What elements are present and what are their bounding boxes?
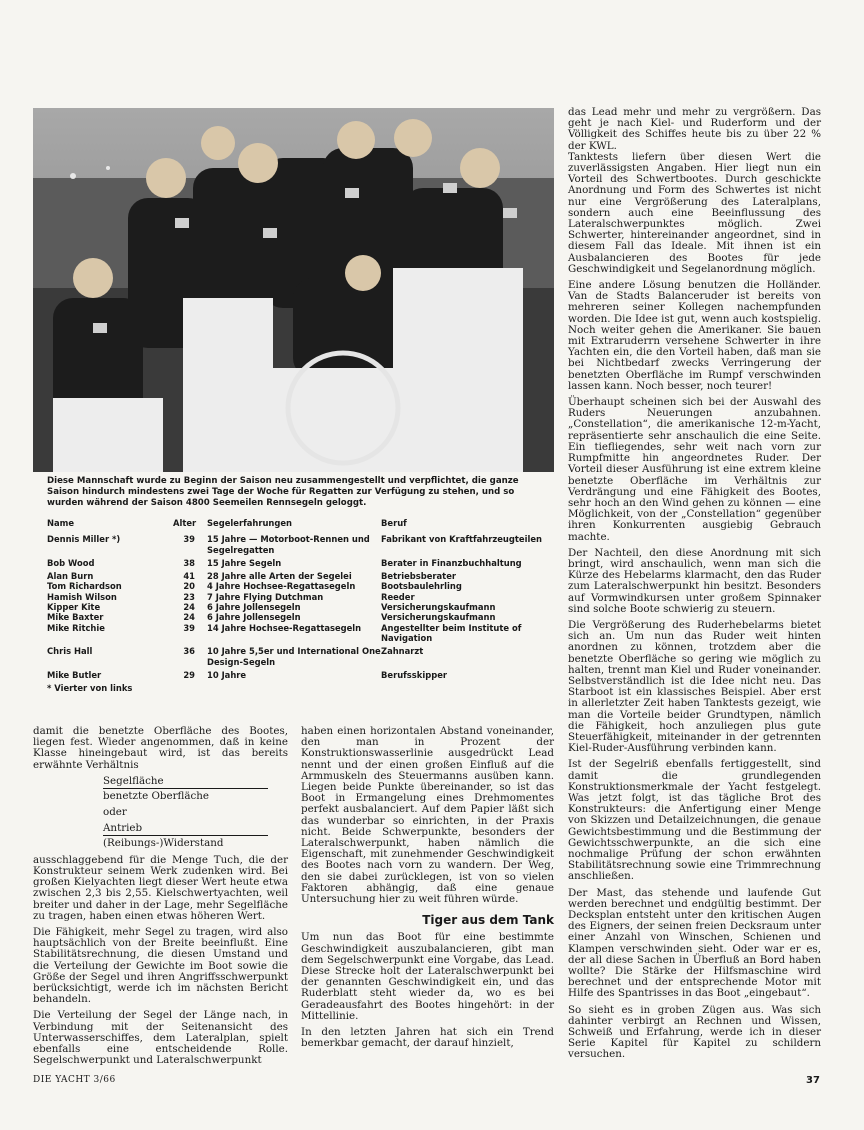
crew-job: Fabrikant von Kraftfahrzeugteilen xyxy=(381,534,542,545)
crew-name: Mike Ritchie xyxy=(47,622,105,633)
crew-row xyxy=(47,581,552,591)
crew-name: Mike Butler xyxy=(47,669,102,680)
crew-experience: 10 Jahre xyxy=(207,669,247,680)
paragraph: Der Mast, das stehende und laufende Gut werden berechnet und endgültig bestimmt. Der Decksplan entsteht unter den kritischen Augen des Eigners, der seinen freien Decksraum unter einer Anzahl von Winschen, Schienen und Klampen verschwinden sieht. Oder war er es, der all diese Sachen in Überfluß an Bord haben wollte? Die Stärke der Hilfsmaschine wird berechnet und der entsprechende Motor mit Hilfe des Spantrisses in das Boot „eingebaut“. xyxy=(568,886,821,1000)
crew-experience: 6 Jahre Jollensegeln xyxy=(207,602,301,613)
crew-experience: 14 Jahre Hochsee-Regattasegeln xyxy=(207,622,362,633)
crew-age: 24 xyxy=(183,612,195,623)
header-age: Alter xyxy=(173,518,197,528)
formula-or: oder xyxy=(103,805,127,818)
paragraph: haben einen horizontalen Abstand voneinander, den man in Prozent der Konstruktionswasserlinie ausgedrückt Lead nennt und der einen großen Einfluß auf die Armmuskeln des Steuermanns ausüben kann. Liegen beide Punkte übereinander, so ist das Boot in Ermangelung eines Drehmomentes perfekt ausbalanciert. Auf dem Papier läßt sich das wunderbar so einrichten, in der Praxis nicht. Beide Schwerpunkte, besonders der Lateralschwerpunkt, haben nämlich die Eigenschaft, mit zunehmender Geschwindigkeit des Bootes nach vorn zu wandern. Der Weg, den sie dabei zurücklegen, ist von so vielen Faktoren abhängig, daß eine genaue Untersuchung hier zu weit führen würde. xyxy=(301,725,554,906)
crew-job: Versicherungskaufmann xyxy=(381,612,496,623)
page-number: 37 xyxy=(806,1075,820,1086)
crew-name: Dennis Miller *) xyxy=(47,534,121,545)
crew-job: Berufsskipper xyxy=(381,669,448,680)
column-3 xyxy=(568,107,821,1066)
crew-age: 20 xyxy=(183,581,195,592)
crew-table-body xyxy=(47,534,552,680)
paragraph: das Lead mehr und mehr zu vergrößern. Das geht je nach Kiel- und Ruderform und der Völligkeit des Schiffes heute bis zu über 22 % der KWL. xyxy=(568,106,821,152)
formula-numerator: Segelfläche xyxy=(103,775,268,789)
paragraph: So sieht es in groben Zügen aus. Was sich dahinter verbirgt an Rechnen und Wissen, Schweiß und Erfahrung, werde ich in dieser Serie Kapitel für Kapitel zu schildern versuchen. xyxy=(568,1003,821,1061)
paragraph: ausschlaggebend für die Menge Tuch, die der Konstrukteur seinem Werk zudenken wird. Bei großen Kielyachten liegt dieser Wert heute etwa zwischen 2,3 bis 2,55. Kielschwertyachten, weil breiter und daher in der Lage, mehr Segelfläche zu tragen, haben einen etwas höheren Wert. xyxy=(33,853,288,922)
paragraph: Tanktests liefern über diesen Wert die zuverlässigsten Angaben. Hier liegt nun ein Vorteil des Schwertbootes. Durch geschickte Anordnung und Form des Schwertes ist nicht nur eine Vergrößerung des Lateralplans, sondern auch eine Beeinflussung des Lateralschwerpunktes möglich. Zwei Schwerter, hintereinander angeordnet, sind in diesem Fall das Ideale. Mit ihnen ist ein Ausbalancieren des Bootes für jede Geschwindigkeit und Segelanordnung möglich. xyxy=(568,150,821,275)
publication-footer: DIE YACHT 3/66 xyxy=(33,1075,116,1085)
header-experience: Segelerfahrungen xyxy=(207,518,293,528)
paragraph: Der Nachteil, den diese Anordnung mit sich bringt, wird anschaulich, wenn man sich die Kürze des Hebelarms klarmacht, den das Ruder zum Lateralschwerpunkt hin besitzt. Besonders auf Vormwindkursen unter großem Spinnaker sind solche Boote schwierig zu steuern. xyxy=(568,546,821,615)
paragraph: Um nun das Boot für eine bestimmte Geschwindigkeit auszubalancieren, gibt man dem Segelschwerpunkt eine Vorgabe, das Lead. Diese Strecke holt der Lateralschwerpunkt bei der genannten Geschwindigkeit ein, und das Ruderblatt steht wieder da, wo es bei Geradeausfahrt des Bootes hingehört: in der Mittellinie. xyxy=(301,931,554,1022)
photo-caption: Diese Mannschaft wurde zu Beginn der Saison neu zusammengestellt und verpflichtet, die ganze Saison hindurch mindestens zwei Tage der Woche für Regatten zur Verfügung zu stehen, und so wurden während der Saison 4800 Seemeilen Rennsegeln geloggt. xyxy=(47,476,519,508)
crew-experience: 15 Jahre Segeln xyxy=(207,557,282,568)
paragraph: Überhaupt scheinen sich bei der Auswahl des Ruders Neuerungen anzubahnen. „Constellation“, die amerikanische 12-m-Yacht, repräsentierte sehr anschaulich die eine Seite. Ein tiefliegendes, sehr weit nach vorn zur Rumpfmitte hin angeordnetes Ruder. Der Vorteil dieser Ausführung ist eine extrem kleine benetzte Oberfläche im Verhältnis zur Verdrängung und eine Fähigkeit des Bootes, sehr hoch an den Wind gehen zu können — eine Möglichkeit, von der „Constellation“ gegenüber ihren Konkurrenten ausgiebig Gebrauch machte. xyxy=(568,396,821,543)
crew-table xyxy=(47,518,552,693)
crew-name: Tom Richardson xyxy=(47,581,122,592)
paragraph: Eine andere Lösung benutzen die Holländer. Van de Stadts Balanceruder ist bereits von mehreren seiner Kollegen nachempfunden worden. Die Idee ist gut, wenn auch kostspielig. Noch weiter gehen die Amerikaner. Sie bauen mit Extraruderrn versehene Schwerter in ihre Yachten ein, die den Vorteil haben, daß man sie bei Nichtbedarf zwecks Verringerung der benetzten Oberfläche im Rumpf verschwinden lassen kann. Noch besser, noch teurer! xyxy=(568,279,821,392)
crew-age: 23 xyxy=(183,591,195,602)
crew-row xyxy=(47,612,552,622)
column-2 xyxy=(301,726,554,1054)
header-job: Beruf xyxy=(381,518,407,528)
column-1 xyxy=(33,726,288,1071)
ratio-formula xyxy=(103,775,268,849)
crew-row xyxy=(47,571,552,581)
crew-name: Alan Burn xyxy=(47,571,94,582)
paragraph: Ist der Segelriß ebenfalls fertiggestellt, sind damit die grundlegenden Konstruktionsmerkmale der Yacht festgelegt. Was jetzt folgt, ist das tägliche Brot des Konstrukteurs: die Anfertigung einer Menge von Skizzen und Detailzeichnungen, die genaue Gewichtsbestimmung und die Bestimmung der Gewichtsschwerpunkte, an die sich eine nochmalige Prüfung der schon erwähnten Stabilitätsrechnung sowie eine Trimmrechnung anschließen. xyxy=(568,758,821,883)
crew-row xyxy=(47,558,552,568)
paragraph: Die Vergrößerung des Ruderhebelarms bietet sich an. Um nun das Ruder weit hinten anordnen zu können, trotzdem aber die benetzte Oberfläche so gering wie möglich zu halten, trennt man Kiel und Ruder voneinander. Selbstverständlich ist die Idee nicht neu. Das Starboot ist ein klassisches Beispiel. Aber erst in allerletzter Zeit haben Tanktests gezeigt, wie man die Vorteile beider Grundtypen, nämlich die Fähigkeit, hoch anzuliegen plus gute Steuerfähigkeit, miteinander in der getrennten Kiel-Ruder-Ausführung verbinden kann. xyxy=(568,618,821,755)
formula-denominator: benetzte Oberfläche xyxy=(103,789,210,802)
formula-denominator: (Reibungs-)Widerstand xyxy=(103,836,224,849)
crew-name: Mike Baxter xyxy=(47,612,104,623)
crew-table-header xyxy=(47,518,552,528)
crew-job: Bootsbaulehrling xyxy=(381,581,462,592)
crew-footnote: * Vierter von links xyxy=(47,683,133,694)
crew-row xyxy=(47,602,552,612)
crew-job: Berater in Finanzbuchhaltung xyxy=(381,557,522,568)
crew-row xyxy=(47,534,552,555)
crew-job: Angestellter beim Institute of Navigation xyxy=(381,622,522,643)
crew-experience: 7 Jahre Flying Dutchman xyxy=(207,591,324,602)
crew-name: Kipper Kite xyxy=(47,602,101,613)
crew-job: Reeder xyxy=(381,591,415,602)
crew-row xyxy=(47,592,552,602)
crew-experience: 6 Jahre Jollensegeln xyxy=(207,612,301,623)
paragraph: Die Verteilung der Segel der Länge nach, in Verbindung mit der Seitenansicht des Unterwasserschiffes, dem Lateralplan, spielt ebenfalls eine entscheidende Rolle. Segelschwerpunkt und Lateralschwerpunkt xyxy=(33,1009,288,1067)
crew-age: 41 xyxy=(183,571,195,582)
crew-job: Betriebsberater xyxy=(381,571,456,582)
crew-experience: 15 Jahre — Motorboot-Rennen und Segelregatten xyxy=(207,534,370,555)
crew-row xyxy=(47,646,552,667)
crew-age: 36 xyxy=(183,646,195,657)
crew-row xyxy=(47,623,552,644)
paragraph: In den letzten Jahren hat sich ein Trend bemerkbar gemacht, der darauf hinzielt, xyxy=(301,1026,554,1050)
crew-row xyxy=(47,670,552,680)
crew-name: Bob Wood xyxy=(47,557,95,568)
crew-experience: 28 Jahre alle Arten der Segelei xyxy=(207,571,352,582)
crew-photo-illustration xyxy=(33,108,554,472)
crew-job: Zahnarzt xyxy=(381,646,424,657)
crew-age: 39 xyxy=(183,622,195,633)
crew-experience: 4 Jahre Hochsee-Regattasegeln xyxy=(207,581,356,592)
paragraph: damit die benetzte Oberfläche des Bootes, liegen fest. Wieder angenommen, daß in keine Klasse hineingebaut wird, ist das bereits erwähnte Verhältnis xyxy=(33,725,288,771)
crew-age: 38 xyxy=(183,557,195,568)
crew-photo xyxy=(33,108,554,472)
crew-age: 29 xyxy=(183,669,195,680)
crew-age: 39 xyxy=(183,534,195,545)
crew-experience: 10 Jahre 5,5er und International One Design-Segeln xyxy=(207,646,381,667)
crew-name: Chris Hall xyxy=(47,646,93,657)
section-heading: Tiger aus dem Tank xyxy=(422,913,554,928)
crew-name: Hamish Wilson xyxy=(47,591,117,602)
paragraph: Die Fähigkeit, mehr Segel zu tragen, wird also hauptsächlich von der Breite beeinflußt. Eine Stabilitätsrechnung, die diesen Umstand und die Verteilung der Gewichte im Boot sowie die Größe der Segel und ihren Angriffsschwerpunkt berücksichtigt, werde ich im nächsten Bericht behandeln. xyxy=(33,926,288,1006)
header-name: Name xyxy=(47,518,75,528)
crew-age: 24 xyxy=(183,602,195,613)
crew-job: Versicherungskaufmann xyxy=(381,602,496,613)
formula-numerator: Antrieb xyxy=(103,822,268,836)
